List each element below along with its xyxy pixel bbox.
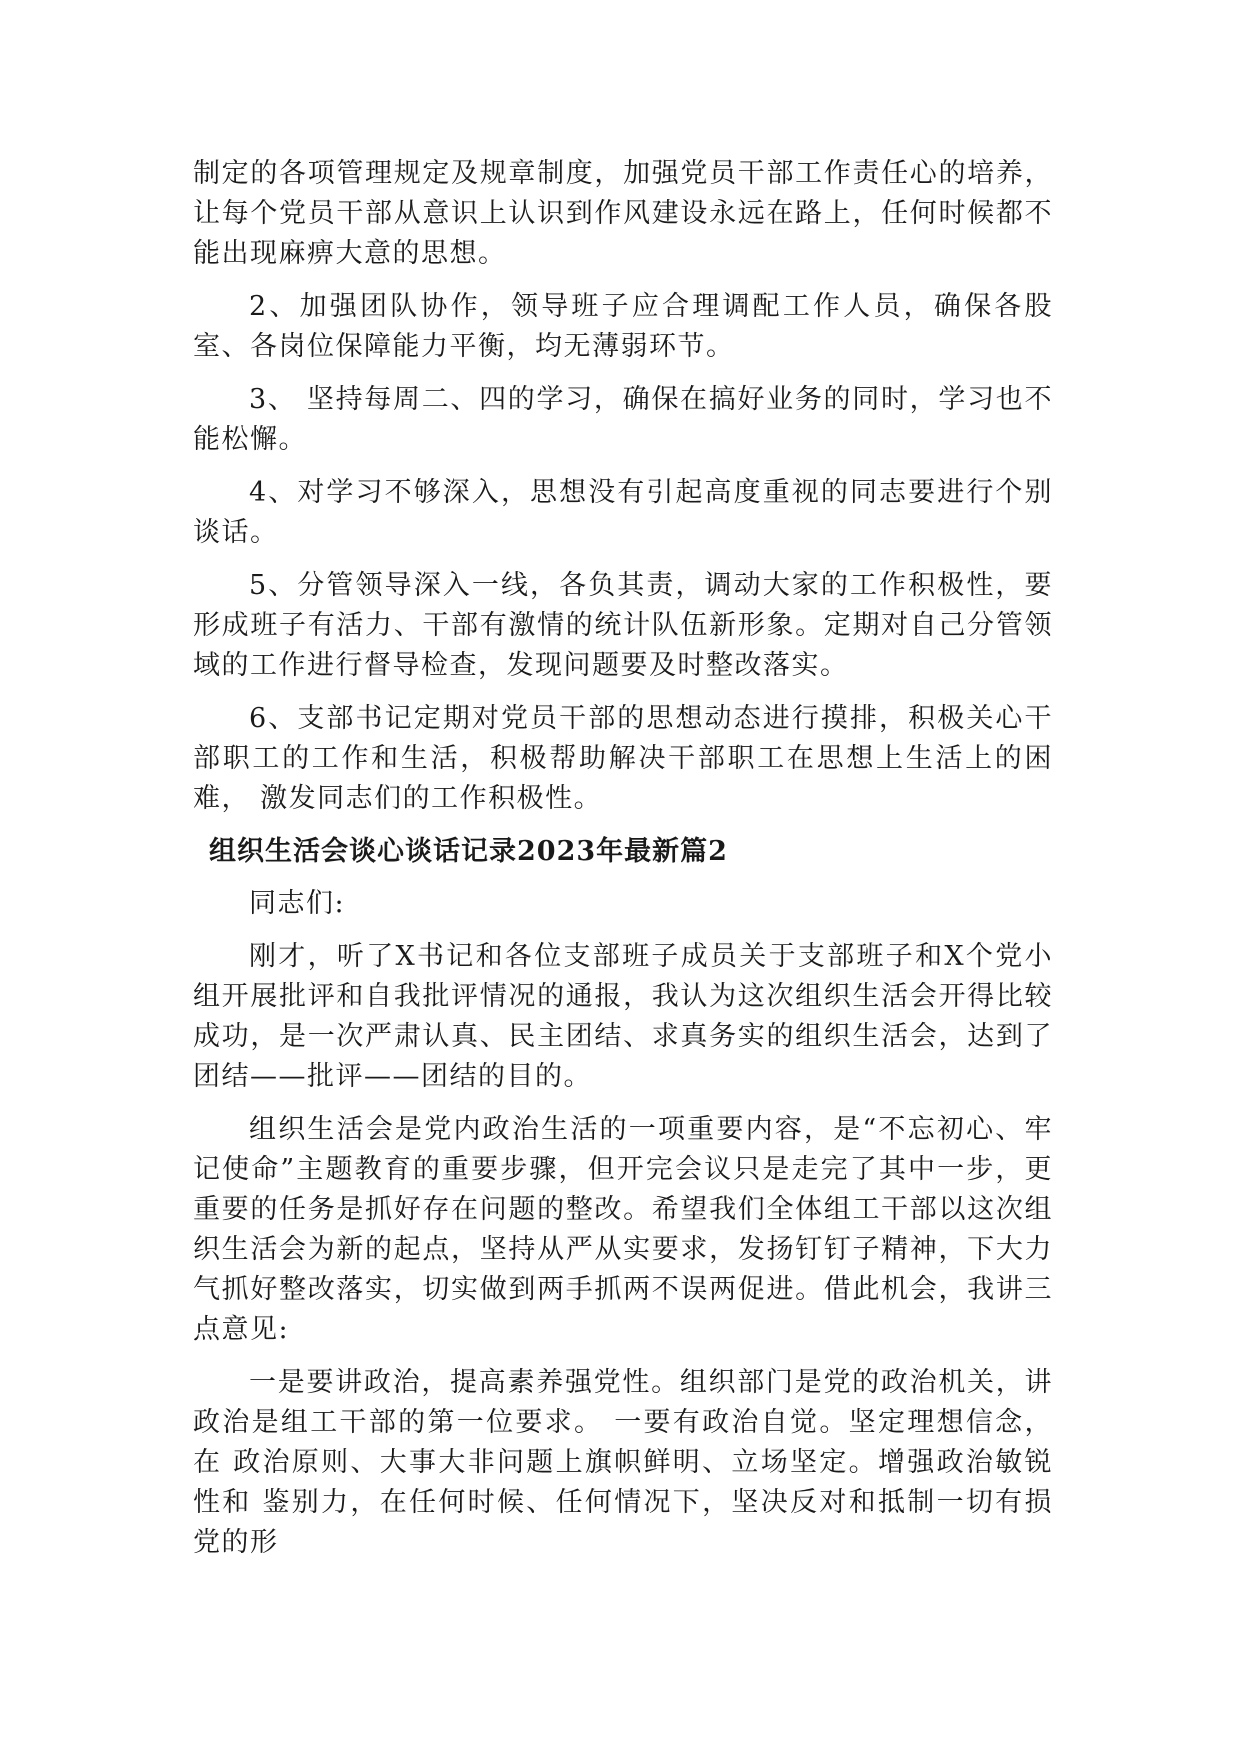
section-heading: 组织生活会谈心谈话记录2023年最新篇2 — [209, 836, 728, 867]
paragraph-item-4: 4、对学习不够深入，思想没有引起高度重视的同志要进行个别谈话。 — [193, 477, 1053, 548]
paragraph-item-5: 5、分管领导深入一线，各负其责，调动大家的工作积极性，要形成班子有活力、干部有激情的统计队伍新形象。定期对自己分管领域的工作进行督导检查，发现问题要及时整改落实。 — [193, 570, 1053, 681]
paragraph-intro: 刚才，听了X书记和各位支部班子成员关于支部班子和X个党小 组开展批评和自我批评情况的通报，我认为这次组织生活会开得比较 成功，是一次严肃认真、民主团结、求真务实的组织生活会，达到了 团结——批评——团结的目的。 — [193, 941, 1053, 1092]
paragraph-point-one: 一是要讲政治，提高素养强党性。组织部门是党的政治机关，讲政治是组工干部的第一位要求。 一要有政治自觉。坚定理想信念，在 政治原则、大事大非问题上旗帜鲜明、立场坚定。增强政治敏锐性和 鉴别力，在任何时候、任何情况下，坚决反对和抵制一切有损党的形 — [193, 1367, 1053, 1558]
salutation: 同志们: — [249, 888, 346, 919]
paragraph-item-3: 3、 坚持每周二、四的学习，确保在搞好业务的同时，学习也不 能松懈。 — [193, 384, 1053, 455]
paragraph-item-2: 2、加强团队协作，领导班子应合理调配工作人员，确保各股室、各岗位保障能力平衡，均无薄弱环节。 — [193, 291, 1053, 362]
document-body — [193, 154, 1053, 1576]
paragraph-continuation: 制定的各项管理规定及规章制度，加强党员干部工作责任心的培养， 让每个党员干部从意识上认识到作风建设永远在路上，任何时候都不 能出现麻痹大意的思想。 — [193, 158, 1053, 269]
paragraph-importance: 组织生活会是党内政治生活的一项重要内容，是“不忘初心、牢记使命”主题教育的重要步骤，但开完会议只是走完了其中一步，更重要的任务是抓好存在问题的整改。希望我们全体组工干部以这次组织生活会为新的起点，坚持从严从实要求，发扬钉钉子精神，下大力气抓好整改落实，切实做到两手抓两不误两促进。借此机会，我讲三点意见: — [193, 1114, 1053, 1345]
paragraph-item-6: 6、支部书记定期对党员干部的思想动态进行摸排，积极关心干部职工的工作和生活，积极帮助解决干部职工在思想上生活上的困难， 激发同志们的工作积极性。 — [193, 703, 1053, 814]
